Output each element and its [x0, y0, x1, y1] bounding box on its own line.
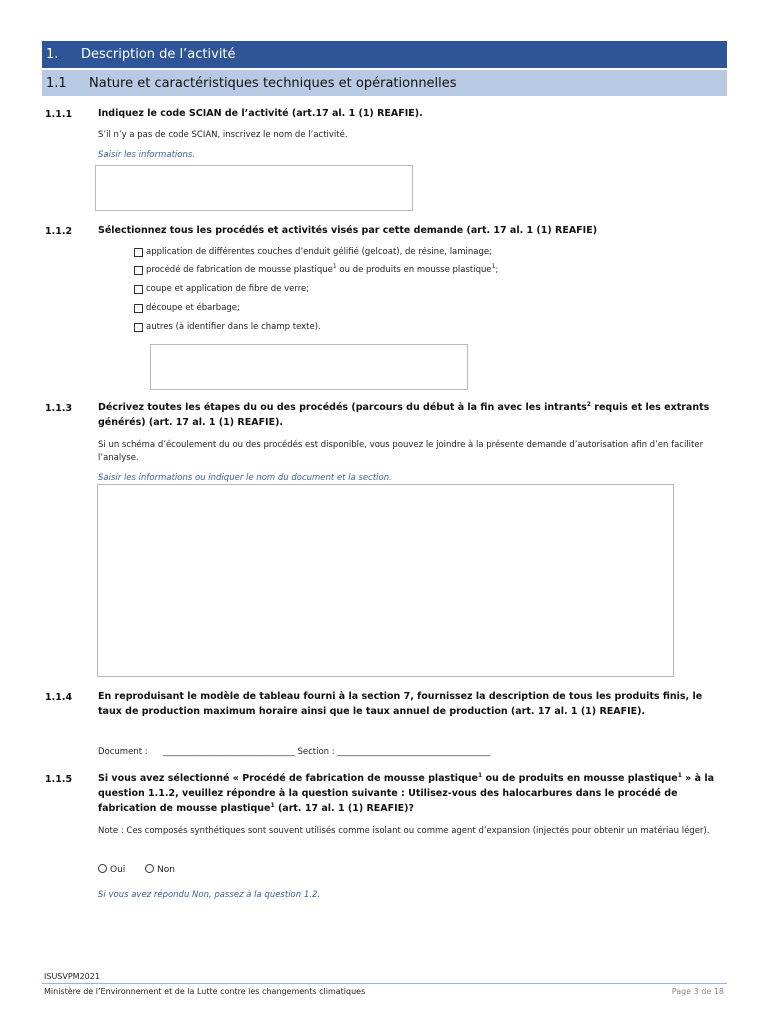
- option-label: procédé de fabrication de mousse plastique$^1$ ou de produits en mousse plastique$^1$;: [146, 263, 499, 275]
- process-steps-field[interactable]: [97, 484, 674, 677]
- checkbox[interactable]: [134, 248, 143, 257]
- question-note: S’il n’y a pas de code SCIAN, inscrivez le nom de l’activité.: [98, 130, 348, 140]
- process-option: [134, 322, 321, 332]
- question-text: Si vous avez sélectionné « Procédé de fabrication de mousse plastique$^1$ ou de produits en mousse plastique$^1$ » à la question 1.1.2, veuillez répondre à la question suivante : Utilisez-vous des halocarbures dans le procédé de fabrication de mousse plastique$^1$ (art. 17 al. 1 (1) REAFIE)?: [98, 771, 715, 814]
- radio-no[interactable]: Non: [145, 865, 175, 875]
- footer-divider: [42, 983, 727, 984]
- question-number: 1.1.5: [45, 774, 73, 785]
- document-field[interactable]: _______________________________: [163, 747, 295, 757]
- checkbox[interactable]: [134, 323, 143, 332]
- process-option: [134, 247, 492, 257]
- input-hint: Saisir les informations ou indiquer le nom du document et la section.: [98, 473, 392, 483]
- other-process-field[interactable]: [150, 344, 468, 390]
- subsection-title: Nature et caractéristiques techniques et opérationnelles: [89, 76, 457, 91]
- radio-yes[interactable]: Oui: [98, 865, 125, 875]
- question-text: Décrivez toutes les étapes du ou des procédés (parcours du début à la fin avec les intrants$^2$ requis et les extrants générés) (art. 17 al. 1 (1) REAFIE).: [98, 400, 710, 428]
- process-option: [134, 303, 240, 313]
- checkbox[interactable]: [134, 304, 143, 313]
- question-text: En reproduisant le modèle de tableau fourni à la section 7, fournissez la description de tous les produits finis, le taux de production maximum horaire ainsi que le taux annuel de production (art. 17 al. 1 (1) REAFIE).: [98, 691, 703, 717]
- halocarbon-radio-group: [98, 864, 718, 877]
- process-option: [134, 284, 309, 294]
- process-option: [134, 265, 498, 275]
- radio-circle-icon: [98, 864, 107, 873]
- option-label: découpe et ébarbage;: [146, 303, 240, 313]
- question-number: 1.1.1: [45, 109, 73, 120]
- question-note: Note : Ces composés synthétiques sont souvent utilisés comme isolant ou comme agent d’expansion (injectés pour obtenir un matériau léger).: [98, 826, 710, 836]
- question-number: 1.1.2: [45, 226, 73, 237]
- footer-code: ISUSVPM2021: [44, 972, 100, 981]
- question-number: 1.1.3: [45, 403, 73, 414]
- question-text: Sélectionnez tous les procédés et activités visés par cette demande (art. 17 al. 1 (1) REAFIE): [98, 225, 598, 236]
- section-number: 1.: [46, 47, 59, 62]
- subsection-header: [42, 70, 727, 96]
- radio-circle-icon: [145, 864, 154, 873]
- question-number: 1.1.4: [45, 692, 73, 703]
- footer-ministry: Ministère de l’Environnement et de la Lutte contre les changements climatiques: [44, 987, 366, 996]
- option-label: autres (à identifier dans le champ texte).: [146, 322, 321, 332]
- question-note: Si un schéma d’écoulement du ou des procédés est disponible, vous pouvez le joindre à la présente demande d’autorisation afin d’en faciliter l’analyse.: [98, 440, 704, 463]
- document-label: Document :: [98, 747, 148, 757]
- section-header: [42, 41, 727, 68]
- option-label: application de différentes couches d’enduit gélifié (gelcoat), de résine, laminage;: [146, 247, 492, 257]
- scian-code-field[interactable]: [95, 165, 413, 211]
- section-title: Description de l’activité: [81, 47, 236, 62]
- checkbox[interactable]: [134, 285, 143, 294]
- question-text: Indiquez le code SCIAN de l’activité (art.17 al. 1 (1) REAFIE).: [98, 108, 423, 119]
- document-reference: [98, 746, 738, 759]
- input-hint: Saisir les informations.: [98, 150, 196, 160]
- subsection-number: 1.1: [46, 76, 67, 91]
- section-field[interactable]: ____________________________________: [337, 747, 491, 757]
- page-number: Page 3 de 18: [671, 987, 724, 996]
- section-label: Section :: [297, 747, 335, 757]
- input-hint: Si vous avez répondu Non, passez à la question 1.2.: [98, 890, 321, 900]
- checkbox[interactable]: [134, 266, 143, 275]
- option-label: coupe et application de fibre de verre;: [146, 284, 310, 294]
